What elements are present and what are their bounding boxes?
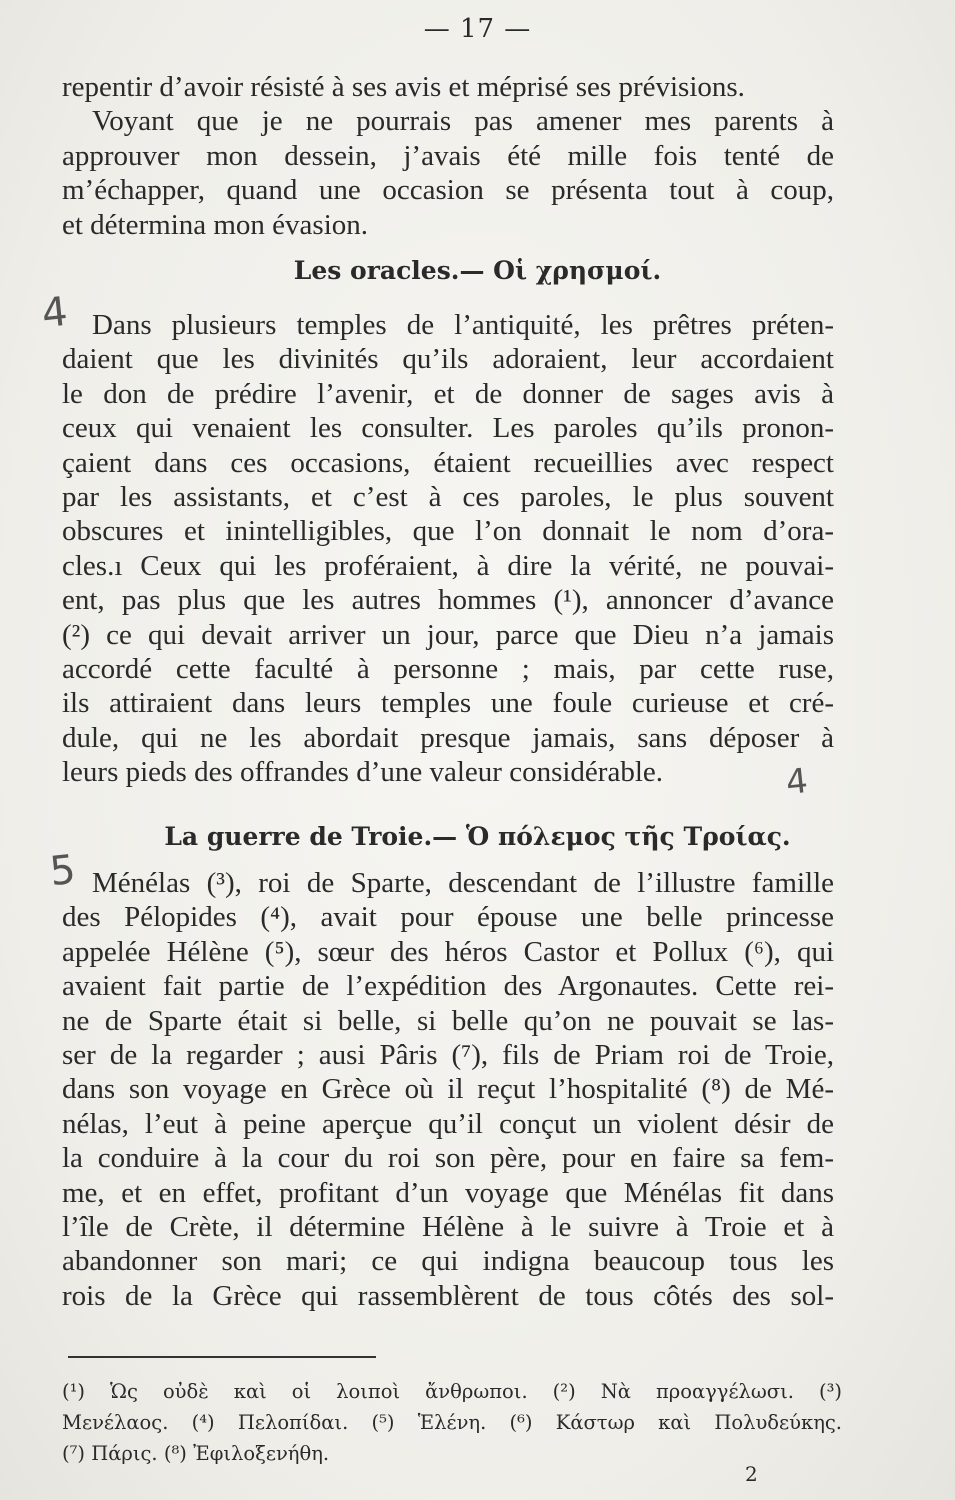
heading-oracles: Les oracles.— Οἱ χρησμοί. xyxy=(293,256,662,285)
text-line: ser de la regarder ; ausi Pâris (⁷), fils de Priam roi de Troie, xyxy=(62,1038,834,1071)
footnote-line: Μενέλαος. (⁴) Πελοπίδαι. (⁵) Ἑλένη. (⁶) Κάστωρ καὶ Πολυδεύκης. xyxy=(62,1411,842,1434)
text-line: l’île de Crète, il détermine Hélène à le suivre à Troie et à xyxy=(62,1210,834,1243)
text-line: dans son voyage en Grèce où il reçut l’hospitalité (⁸) de Mé- xyxy=(62,1073,834,1106)
footnote-rule xyxy=(68,1356,376,1358)
text-line: et détermina mon évasion. xyxy=(62,208,369,241)
page-number: — 17 — xyxy=(423,14,532,44)
signature-mark: 2 xyxy=(745,1462,758,1486)
text-line: Voyant que je ne pourrais pas amener mes parents à xyxy=(92,105,834,138)
text-line: par les assistants, et c’est à ces paroles, le plus souvent xyxy=(62,480,834,513)
text-line: ent, pas plus que les autres hommes (¹), annoncer d’avance xyxy=(62,584,834,617)
text-line: m’échapper, quand une occasion se présenta tout à coup, xyxy=(62,174,834,207)
text-line: daient que les divinités qu’ils adoraient, leur accordaient xyxy=(62,343,834,376)
text-line: appelée Hélène (⁵), sœur des héros Castor et Pollux (⁶), qui xyxy=(62,935,834,968)
text-line: le don de prédire l’avenir, et de donner de sages avis à xyxy=(62,377,834,410)
text-line: dule, qui ne les abordait presque jamais, sans déposer à xyxy=(62,721,834,754)
text-line: approuver mon dessein, j’avais été mille fois tenté de xyxy=(62,139,834,172)
text-line: çaient dans ces occasions, étaient recueillies avec respect xyxy=(62,446,834,479)
footnote-line: (¹) Ὡς οὐδὲ καὶ οἱ λοιποὶ ἄνθρωποι. (²) Νὰ προαγγέλωσι. (³) xyxy=(62,1380,842,1403)
margin-mark-4-end: 4 xyxy=(783,760,810,804)
intro-paragraph xyxy=(62,70,834,242)
text-line: Dans plusieurs temples de l’antiquité, les prêtres préten- xyxy=(92,309,834,341)
margin-mark-5: 5 xyxy=(47,846,78,896)
text-line: rois de la Grèce qui rassemblèrent de tous côtés des sol- xyxy=(62,1279,834,1312)
margin-mark-4-top: 4 xyxy=(39,288,70,338)
footnotes xyxy=(62,1376,842,1469)
oracles-paragraph xyxy=(62,308,834,789)
text-line: Ménélas (³), roi de Sparte, descendant de l’illustre famille xyxy=(92,867,834,899)
text-line: ne de Sparte était si belle, si belle qu’on ne pouvait se las- xyxy=(62,1004,834,1037)
text-line: la conduire à la cour du roi son père, pour en faire sa fem- xyxy=(62,1142,834,1175)
text-line: cles.ı Ceux qui les proféraient, à dire la vérité, ne pouvai- xyxy=(62,549,834,582)
text-line: avaient fait partie de l’expédition des Argonautes. Cette rei- xyxy=(62,970,834,1003)
text-line: repentir d’avoir résisté à ses avis et méprisé ses prévisions. xyxy=(62,71,745,103)
text-line: leurs pieds des offrandes d’une valeur considérable. xyxy=(62,756,663,789)
text-line: des Pélopides (⁴), avait pour épouse une belle princesse xyxy=(62,901,834,934)
footnote-line: (⁷) Πάρις. (⁸) Ἐφιλοξενήθη. xyxy=(62,1442,330,1465)
text-line: ceux qui venaient les consulter. Les paroles qu’ils pronon- xyxy=(62,412,834,445)
text-line: accordé cette faculté à personne ; mais, par cette ruse, xyxy=(62,652,834,685)
text-line: me, et en effet, profitant d’un voyage que Ménélas fit dans xyxy=(62,1176,834,1209)
heading-troie: La guerre de Troie.— Ὁ πόλεμος τῆς Τροίας. xyxy=(164,822,791,851)
text-line: (²) ce qui devait arriver un jour, parce que Dieu n’a jamais xyxy=(62,618,834,651)
text-line: abandonner son mari; ce qui indigna beaucoup tous les xyxy=(62,1245,834,1278)
text-line: nélas, l’eut à peine aperçue qu’il conçut un violent désir de xyxy=(62,1107,834,1140)
troie-paragraph xyxy=(62,866,834,1313)
text-line: obscures et inintelligibles, que l’on donnait le nom d’ora- xyxy=(62,515,834,548)
text-line: ils attiraient dans leurs temples une foule curieuse et cré- xyxy=(62,687,834,720)
